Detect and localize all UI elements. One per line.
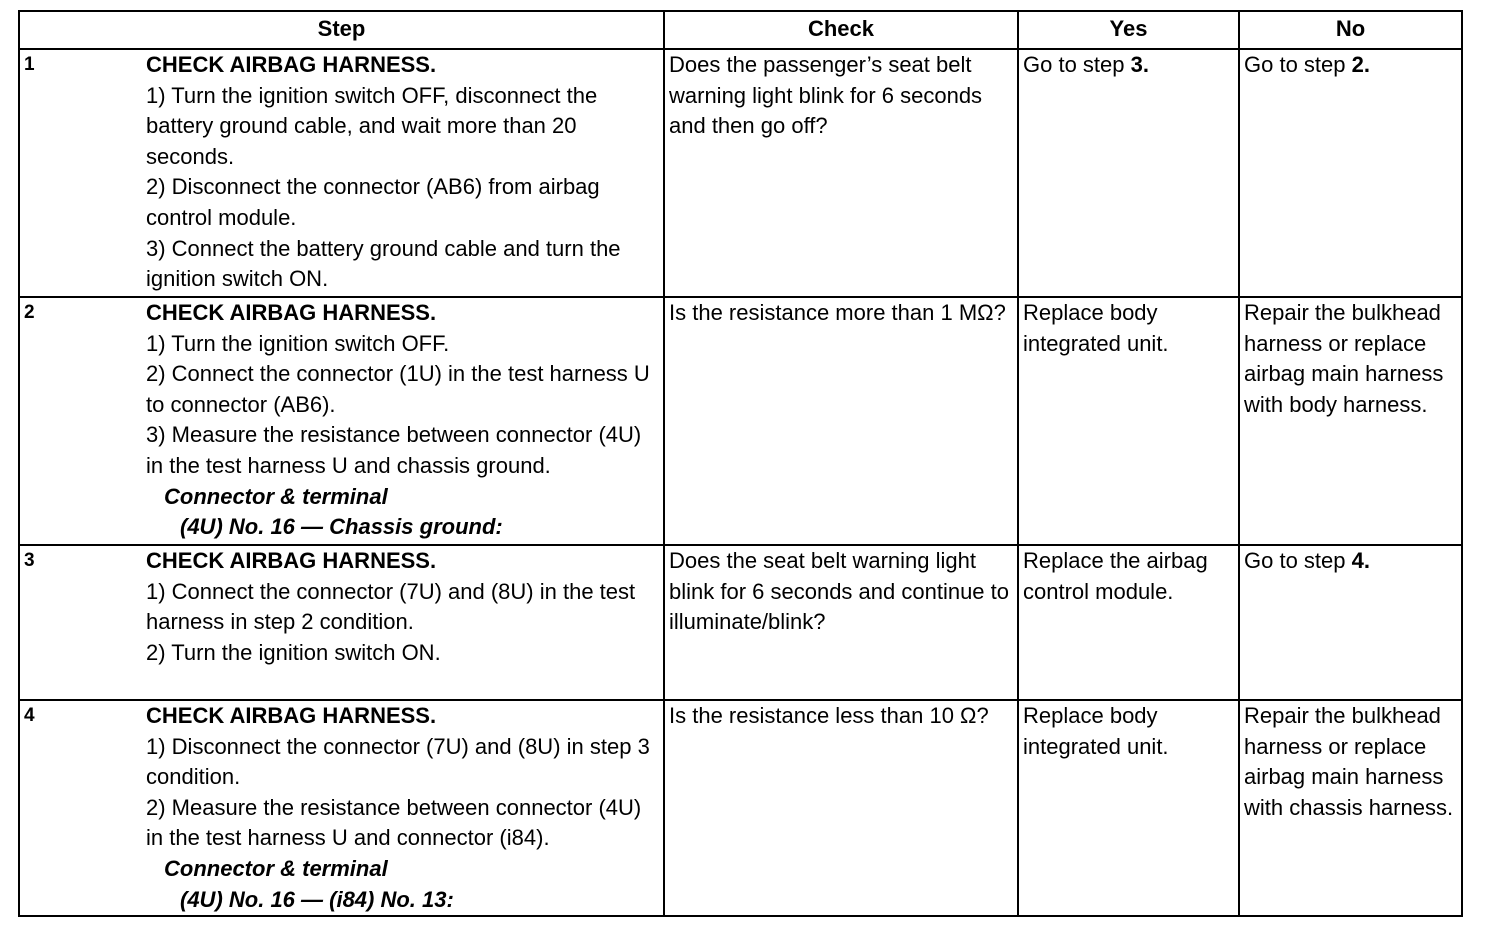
diagnostic-table — [18, 10, 1463, 917]
yes-cell: Replace body integrated unit. — [1018, 700, 1239, 916]
table-row — [19, 49, 1462, 297]
header-row — [19, 11, 1462, 49]
step-number: 3 — [24, 550, 35, 571]
no-cell: Repair the bulkhead harness or replace airbag main harness with chassis harness. — [1239, 700, 1462, 916]
no-cell — [1239, 49, 1462, 297]
substep: 2) Connect the connector (1U) in the test harness U to connector (AB6). — [146, 361, 650, 417]
substep: 2) Turn the ignition switch ON. — [146, 639, 441, 665]
step-cell — [19, 700, 664, 916]
no-cell — [1239, 545, 1462, 700]
connector-terminal: (4U) No. 16 — Chassis ground: — [180, 514, 503, 540]
yes-cell — [1018, 49, 1239, 297]
substep: 3) Measure the resistance between connector (4U) in the test harness U and chassis ground. — [146, 422, 642, 478]
check-cell: Is the resistance more than 1 MΩ? — [664, 297, 1018, 545]
substep: 2) Measure the resistance between connector (4U) in the test harness U and connector (i84). — [146, 794, 642, 851]
substep: 1) Disconnect the connector (7U) and (8U) in step 3 condition. — [146, 733, 650, 790]
no-text: Go to step — [1244, 52, 1352, 77]
step-cell — [19, 49, 664, 297]
yes-cell: Replace the airbag control module. — [1018, 545, 1239, 700]
step-title: CHECK AIRBAG HARNESS. — [146, 52, 437, 77]
check-cell: Does the passenger’s seat belt warning light blink for 6 seconds and then go off? — [664, 49, 1018, 297]
connector-title: Connector & terminal — [164, 855, 388, 881]
substep: 1) Connect the connector (7U) and (8U) in the test harness in step 2 condition. — [146, 578, 636, 635]
table-row — [19, 700, 1462, 916]
step-number: 1 — [24, 54, 35, 75]
substep: 2) Disconnect the connector (AB6) from airbag control module. — [146, 174, 600, 230]
yes-cell: Replace body integrated unit. — [1018, 297, 1239, 545]
step-number: 2 — [24, 302, 35, 323]
yes-step-ref: 3. — [1130, 52, 1149, 77]
step-cell — [19, 545, 664, 700]
substep: 1) Turn the ignition switch OFF. — [146, 330, 450, 356]
check-cell: Is the resistance less than 10 Ω? — [664, 700, 1018, 916]
check-cell: Does the seat belt warning light blink for 6 seconds and continue to illuminate/blink? — [664, 545, 1018, 700]
yes-text: Go to step — [1023, 52, 1131, 77]
table-row — [19, 297, 1462, 545]
step-title: CHECK AIRBAG HARNESS. — [146, 703, 437, 728]
substep: 1) Turn the ignition switch OFF, disconnect the battery ground cable, and wait more than 20 seconds. — [146, 82, 598, 169]
no-step-ref: 2. — [1351, 52, 1370, 77]
header-step: Step — [19, 11, 664, 49]
header-yes: Yes — [1018, 11, 1239, 49]
header-check: Check — [664, 11, 1018, 49]
connector-terminal: (4U) No. 16 — (i84) No. 13: — [180, 886, 454, 912]
step-title: CHECK AIRBAG HARNESS. — [146, 548, 437, 573]
substep: 3) Connect the battery ground cable and turn the ignition switch ON. — [146, 235, 621, 292]
step-number: 4 — [24, 705, 35, 726]
table-row — [19, 545, 1462, 700]
connector-title: Connector & terminal — [164, 483, 388, 509]
header-no: No — [1239, 11, 1462, 49]
no-text: Go to step — [1244, 548, 1352, 573]
no-step-ref: 4. — [1351, 548, 1370, 573]
step-cell — [19, 297, 664, 545]
step-title: CHECK AIRBAG HARNESS. — [146, 300, 437, 325]
no-cell: Repair the bulkhead harness or replace airbag main harness with body harness. — [1239, 297, 1462, 545]
